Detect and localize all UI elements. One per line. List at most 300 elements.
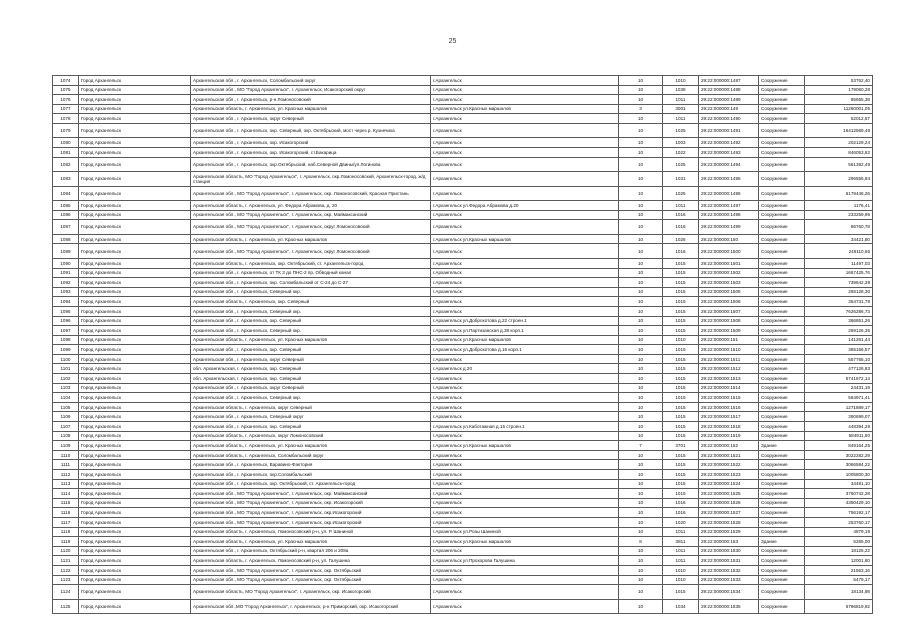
type-code-cell: 10 [619,234,663,244]
owner-cell: Город Архангельск [79,575,191,585]
value-cell: 52012,57 [805,114,873,124]
row-number: 1095 [53,306,79,316]
purpose-code-cell: 1015 [663,412,699,422]
address-cell: Архангельская обл., г. Архангельск, окр.Октябрьский, наб.Северной Двины/ул.Логинова [191,157,431,172]
owner-cell: Город Архангельск [79,297,191,307]
table-row [53,201,873,211]
owner-cell: Город Архангельск [79,172,191,187]
table-row [53,431,873,441]
locality-cell: г.Архангельск [431,114,619,124]
object-kind-cell: Здание [759,537,805,547]
type-code-cell: 10 [619,527,663,537]
owner-cell: Город Архангельск [79,316,191,326]
address-cell: Архангельская обл., г. Архангельск, окр. Октябрьский, ст. Архангельск-город [191,479,431,489]
cadastral-number-cell: 29:22:000000:1525 [699,489,759,499]
owner-cell: Город Архангельск [79,393,191,403]
purpose-code-cell: 1026 [663,234,699,244]
cadastral-number-cell: 29:22:000000:1509 [699,326,759,336]
row-number: 1098 [53,335,79,345]
type-code-cell: 10 [619,201,663,211]
address-cell: Архангельская обл., г. Архангельск, округ Северный [191,383,431,393]
address-cell: Архангельская область, г. Архангельск, ул. Красных маршалов [191,104,431,114]
row-number: 1079 [53,123,79,138]
address-cell: Архангельская обл., г. Архангельск, округ Северный [191,114,431,124]
table-row [53,470,873,480]
row-number: 1090 [53,258,79,268]
locality-cell: г.Архангельск [431,383,619,393]
type-code-cell: 10 [619,479,663,489]
type-code-cell: 10 [619,460,663,470]
owner-cell: Город Архангельск [79,431,191,441]
table-row [53,599,873,614]
owner-cell: Город Архангельск [79,441,191,451]
object-kind-cell: Сооружение [759,402,805,412]
row-number: 1118 [53,527,79,537]
address-cell: Архангельская область, г. Архангельск, ул. Федора Абрамова, д. 20 [191,201,431,211]
object-kind-cell: Сооружение [759,287,805,297]
table-row [53,422,873,432]
table-row [53,138,873,148]
owner-cell: Город Архангельск [79,306,191,316]
type-code-cell: 10 [619,287,663,297]
table-row [53,157,873,172]
purpose-code-cell: 1016 [663,220,699,235]
owner-cell: Город Архангельск [79,234,191,244]
row-number: 1084 [53,186,79,201]
address-cell: Архангельская область, г. Архангельск, ул. Красных маршалов [191,335,431,345]
address-cell: Архангельская область, г. Архангельск, округ Северный [191,402,431,412]
row-number: 1124 [53,585,79,600]
owner-cell: Город Архангельск [79,383,191,393]
value-cell: 246110,65 [805,244,873,259]
purpose-code-cell: 1015 [663,354,699,364]
address-cell: Архангельская обл., МО "Город Архангельск", г. Архангельск, окр.Исакогорский [191,508,431,518]
locality-cell: г.Архангельск [431,431,619,441]
locality-cell: г.Архангельск ул.Партизанская д.38 корп.1 [431,326,619,336]
address-cell: Архангельская обл., г. Архангельск, окр. Северный [191,422,431,432]
object-kind-cell: Сооружение [759,297,805,307]
table-row [53,123,873,138]
type-code-cell: 3 [619,104,663,114]
owner-cell: Город Архангельск [79,489,191,499]
type-code-cell: 10 [619,172,663,187]
cadastral-number-cell: 29:22:000000:1514 [699,383,759,393]
cadastral-number-cell: 29:22:000000:1507 [699,306,759,316]
value-cell: 34421,80 [805,234,873,244]
address-cell: Архангельская область, г. Архангельск, Соломбальский округ [191,450,431,460]
locality-cell: г.Архангельск [431,186,619,201]
object-kind-cell: Сооружение [759,489,805,499]
table-row [53,498,873,508]
object-kind-cell: Сооружение [759,210,805,220]
purpose-code-cell: 1010 [663,565,699,575]
object-kind-cell: Сооружение [759,575,805,585]
cadastral-number-cell: 29:22:000000:1506 [699,297,759,307]
purpose-code-cell: 1015 [663,306,699,316]
purpose-code-cell: 1011 [663,527,699,537]
address-cell: обл. Архангельская, г. Архангельск, окр. Северный [191,374,431,384]
cadastral-number-cell: 29:22:000000:152 [699,441,759,451]
value-cell: 16412569,49 [805,123,873,138]
type-code-cell: 10 [619,402,663,412]
purpose-code-cell: 1016 [663,244,699,259]
row-number: 1107 [53,422,79,432]
owner-cell: Город Архангельск [79,268,191,278]
object-kind-cell: Сооружение [759,345,805,355]
locality-cell: г.Архангельск ул.Красных маршалов [431,537,619,547]
value-cell: 53762,40 [805,76,873,86]
type-code-cell: 10 [619,546,663,556]
object-kind-cell: Сооружение [759,316,805,326]
type-code-cell: 10 [619,335,663,345]
address-cell: Архангельская обл., г. Архангельск, Северный окр. [191,393,431,403]
object-kind-cell: Сооружение [759,556,805,566]
locality-cell: г.Архангельск ул.Красных маршалов [431,335,619,345]
type-code-cell: 10 [619,508,663,518]
purpose-code-cell: 1015 [663,393,699,403]
cadastral-number-cell: 29:22:000000:1522 [699,460,759,470]
address-cell: Архангельская обл., г. Архангельск, р-н Ломоносовский [191,95,431,105]
value-cell: 85655,38 [805,95,873,105]
object-kind-cell: Сооружение [759,172,805,187]
owner-cell: Город Архангельск [79,364,191,374]
cadastral-number-cell: 29:22:000000:1513 [699,374,759,384]
owner-cell: Город Архангельск [79,508,191,518]
value-cell: 3760742,28 [805,489,873,499]
cadastral-number-cell: 29:22:000000:1490 [699,114,759,124]
table-row [53,335,873,345]
locality-cell: г.Архангельск д.20 [431,364,619,374]
value-cell: 365156,57 [805,345,873,355]
owner-cell: Город Архангельск [79,148,191,158]
table-row [53,148,873,158]
cadastral-number-cell: 29:22:000000:1488 [699,85,759,95]
owner-cell: Город Архангельск [79,326,191,336]
locality-cell: г.Архангельск [431,76,619,86]
address-cell: Архангельская область, г. Архангельск, ул. Красных маршалов [191,234,431,244]
owner-cell: Город Архангельск [79,585,191,600]
type-code-cell: 10 [619,268,663,278]
purpose-code-cell: 1015 [663,287,699,297]
value-cell: 18134,98 [805,585,873,600]
table-row [53,326,873,336]
object-kind-cell: Сооружение [759,278,805,288]
table-row [53,489,873,499]
object-kind-cell: Сооружение [759,374,805,384]
object-kind-cell: Сооружение [759,364,805,374]
purpose-code-cell: 1015 [663,383,699,393]
table-row [53,565,873,575]
value-cell: 849164,25 [805,441,873,451]
row-number: 1105 [53,402,79,412]
purpose-code-cell: 3001 [663,104,699,114]
value-cell: 1176,41 [805,201,873,211]
owner-cell: Город Архангельск [79,450,191,460]
address-cell: Архангельская обл., МО "Город Архангельск", г. Архангельск, окр. Маймаксанский [191,489,431,499]
value-cell: 557765,10 [805,354,873,364]
object-kind-cell: Сооружение [759,498,805,508]
purpose-code-cell: 1016 [663,210,699,220]
object-kind-cell: Сооружение [759,220,805,235]
object-kind-cell: Сооружение [759,114,805,124]
cadastral-number-cell: 29:22:000000:1516 [699,402,759,412]
purpose-code-cell: 1015 [663,585,699,600]
value-cell: 6796819,92 [805,599,873,614]
row-number: 1076 [53,95,79,105]
row-number: 1100 [53,354,79,364]
type-code-cell: 10 [619,138,663,148]
locality-cell: г.Архангельск [431,148,619,158]
type-code-cell: 10 [619,297,663,307]
table-row [53,220,873,235]
locality-cell: г.Архангельск [431,374,619,384]
object-kind-cell: Сооружение [759,585,805,600]
owner-cell: Город Архангельск [79,479,191,489]
locality-cell: г.Архангельск [431,450,619,460]
object-kind-cell: Сооружение [759,95,805,105]
cadastral-number-cell: 29:22:000000:1523 [699,470,759,480]
value-cell: 4350429,10 [805,498,873,508]
owner-cell: Город Архангельск [79,123,191,138]
address-cell: Архангельская обл., г. Архангельск, окр. Исакогорский [191,138,431,148]
locality-cell: г.Архангельск ул.Федора Абрамова д.20 [431,201,619,211]
owner-cell: Город Архангельск [79,114,191,124]
locality-cell: г.Архангельск [431,575,619,585]
owner-cell: Город Архангельск [79,186,191,201]
type-code-cell: 8 [619,537,663,547]
cadastral-number-cell: 29:22:000000:1491 [699,123,759,138]
cadastral-number-cell: 29:22:000000:1529 [699,527,759,537]
value-cell: 5479,17 [805,575,873,585]
locality-cell: г.Архангельск [431,585,619,600]
locality-cell: г.Архангельск [431,479,619,489]
purpose-code-cell: 1015 [663,364,699,374]
address-cell: Архангельская обл., г. Архангельск, Северный окр. [191,326,431,336]
row-number: 1111 [53,460,79,470]
purpose-code-cell: 1016 [663,498,699,508]
table-row [53,306,873,316]
locality-cell: г.Архангельск [431,157,619,172]
object-kind-cell: Сооружение [759,383,805,393]
table-row [53,258,873,268]
owner-cell: Город Архангельск [79,201,191,211]
value-cell: 5741672,14 [805,374,873,384]
type-code-cell: 10 [619,599,663,614]
owner-cell: Город Архангельск [79,599,191,614]
type-code-cell: 10 [619,374,663,384]
purpose-code-cell: 1020 [663,517,699,527]
value-cell: 1005800,30 [805,470,873,480]
address-cell: Архангельская обл., МО "Город Архангельск", г. Архангельск, окр.Исакогорский [191,517,431,527]
address-cell: Архангельская область, г. Архангельск, Ломоносовский р-н, ул. Р. Шаниной [191,527,431,537]
object-kind-cell: Сооружение [759,565,805,575]
cadastral-number-cell: 29:22:000000:1535 [699,599,759,614]
owner-cell: Город Архангельск [79,220,191,235]
row-number: 1086 [53,210,79,220]
table-row [53,345,873,355]
value-cell: 269126,35 [805,326,873,336]
address-cell: Архангельская обл., МО "Город Архангельск", г. Архангельск, окр. Исакогорский [191,498,431,508]
row-number: 1108 [53,431,79,441]
purpose-code-cell: 3811 [663,537,699,547]
row-number: 1082 [53,157,79,172]
object-kind-cell: Сооружение [759,306,805,316]
object-kind-cell: Сооружение [759,148,805,158]
table-row [53,244,873,259]
object-kind-cell: Сооружение [759,244,805,259]
object-kind-cell: Сооружение [759,422,805,432]
purpose-code-cell: 1015 [663,470,699,480]
row-number: 1114 [53,489,79,499]
purpose-code-cell: 1010 [663,335,699,345]
cadastral-number-cell: 29:22:000000:149 [699,104,759,114]
table-row [53,508,873,518]
value-cell: 564971,41 [805,393,873,403]
row-number: 1103 [53,383,79,393]
purpose-code-cell: 1003 [663,138,699,148]
value-cell: 11497,03 [805,258,873,268]
row-number: 1089 [53,244,79,259]
row-number: 1077 [53,104,79,114]
value-cell: 12001,80 [805,556,873,566]
page-number: 25 [448,38,457,45]
address-cell: Архангельская область, г. Архангельск, ул. Красных маршалов [191,537,431,547]
row-number: 1125 [53,599,79,614]
purpose-code-cell: 1011 [663,114,699,124]
cadastral-number-cell: 29:22:000000:1533 [699,575,759,585]
table-row [53,537,873,547]
address-cell: Архангельская область, г. Архангельск, Ломоносовский р-н, ул. Галушина [191,556,431,566]
owner-cell: Город Архангельск [79,345,191,355]
object-kind-cell: Сооружение [759,76,805,86]
type-code-cell: 10 [619,244,663,259]
owner-cell: Город Архангельск [79,412,191,422]
row-number: 1078 [53,114,79,124]
address-cell: Архангельская обл., г. Архангельск, Октябрьский р-н, квартал 206 и 208а [191,546,431,556]
locality-cell: г.Архангельск [431,402,619,412]
owner-cell: Город Архангельск [79,278,191,288]
row-number: 1102 [53,374,79,384]
row-number: 1119 [53,537,79,547]
cadastral-number-cell: 29:22:000000:1532 [699,565,759,575]
table-row [53,450,873,460]
table-row [53,575,873,585]
locality-cell: г.Архангельск [431,172,619,187]
address-cell: Архангельская обл., г. Архангельск, окр. Северный, окр. Октябрьский, мост через р. Кузнечиха [191,123,431,138]
address-cell: Архангельская область, г. Архангельск, окр. Октябрьский, ст. Архангельск-город [191,258,431,268]
row-number: 1115 [53,498,79,508]
type-code-cell: 10 [619,450,663,460]
locality-cell: г.Архангельск ул.Доброхотова д.16 корп.1 [431,345,619,355]
address-cell: Архангельская область, МО "Город Архангельск", г. Архангельск, окр.Ломоносовский, Архангельск-город, ж/д станция [191,172,431,187]
purpose-code-cell: 1015 [663,489,699,499]
purpose-code-cell: 1015 [663,402,699,412]
purpose-code-cell: 1015 [663,258,699,268]
row-number: 1092 [53,278,79,288]
owner-cell: Город Архангельск [79,244,191,259]
address-cell: Архангельская обл., МО "Город Архангельск", г. Архангельск, Исакогорский округ [191,85,431,95]
cadastral-number-cell: 29:22:000000:1502 [699,268,759,278]
cadastral-number-cell: 29:22:000000:1498 [699,210,759,220]
table-row [53,297,873,307]
value-cell: 354731,78 [805,297,873,307]
cadastral-number-cell: 29:22:000000:1499 [699,220,759,235]
locality-cell: г.Архангельск [431,412,619,422]
object-kind-cell: Сооружение [759,460,805,470]
object-kind-cell: Сооружение [759,335,805,345]
owner-cell: Город Архангельск [79,85,191,95]
owner-cell: Город Архангельск [79,210,191,220]
type-code-cell: 10 [619,157,663,172]
row-number: 1099 [53,345,79,355]
owner-cell: Город Архангельск [79,556,191,566]
type-code-cell: 10 [619,76,663,86]
object-kind-cell: Сооружение [759,234,805,244]
address-cell: Архангельская обл., г. Архангельск, окр. Исакогорский, ст.Бакарица [191,148,431,158]
table-row [53,104,873,114]
value-cell: 846053,82 [805,148,873,158]
table-row [53,354,873,364]
type-code-cell: 10 [619,95,663,105]
table-row [53,546,873,556]
value-cell: 6179446,26 [805,186,873,201]
purpose-code-cell: 1025 [663,123,699,138]
object-kind-cell: Сооружение [759,157,805,172]
address-cell: Архангельская обл., г. Архангельск, Соломбальский округ [191,76,431,86]
address-cell: Архангельская обл., МО "Город Архангельск", г. Архангельск, окр. Октябрьский [191,565,431,575]
table-row [53,479,873,489]
row-number: 1104 [53,393,79,403]
cadastral-number-cell: 29:22:000000:151 [699,335,759,345]
locality-cell: г.Архангельск [431,565,619,575]
registry-table [52,75,873,614]
table-row [53,76,873,86]
row-number: 1091 [53,268,79,278]
cadastral-number-cell: 29:22:000000:1517 [699,412,759,422]
address-cell: Архангельская обл., г. Архангельск, окр. Северный [191,316,431,326]
row-number: 1094 [53,297,79,307]
object-kind-cell: Сооружение [759,354,805,364]
locality-cell: г.Архангельск [431,470,619,480]
cadastral-number-cell: 29:22:000000:1511 [699,354,759,364]
locality-cell: г.Архангельск [431,460,619,470]
owner-cell: Город Архангельск [79,374,191,384]
address-cell: Архангельская обл., г. Архангельск, окр. Северный [191,345,431,355]
locality-cell: г.Архангельск ул.Красных маршалов [431,234,619,244]
locality-cell: г.Архангельск [431,498,619,508]
row-number: 1106 [53,412,79,422]
type-code-cell: 10 [619,306,663,316]
owner-cell: Город Архангельск [79,422,191,432]
object-kind-cell: Сооружение [759,479,805,489]
table-row [53,95,873,105]
purpose-code-cell: 1015 [663,422,699,432]
value-cell: 561392,49 [805,157,873,172]
locality-cell: г.Архангельск [431,546,619,556]
address-cell: Архангельская обл., МО "Город Архангельск", г. Архангельск, окр. Маймаксанский [191,210,431,220]
address-cell: Архангельская область, г. Архангельск, округ Ломоносовский [191,431,431,441]
cadastral-number-cell: 29:22:000000:1493 [699,148,759,158]
table-row [53,186,873,201]
owner-cell: Город Архангельск [79,104,191,114]
value-cell: 296556,84 [805,172,873,187]
cadastral-number-cell: 29:22:000000:1518 [699,422,759,432]
purpose-code-cell: 1015 [663,460,699,470]
locality-cell: г.Архангельск [431,85,619,95]
value-cell: 3066584,22 [805,460,873,470]
value-cell: 141261,44 [805,335,873,345]
object-kind-cell: Сооружение [759,517,805,527]
